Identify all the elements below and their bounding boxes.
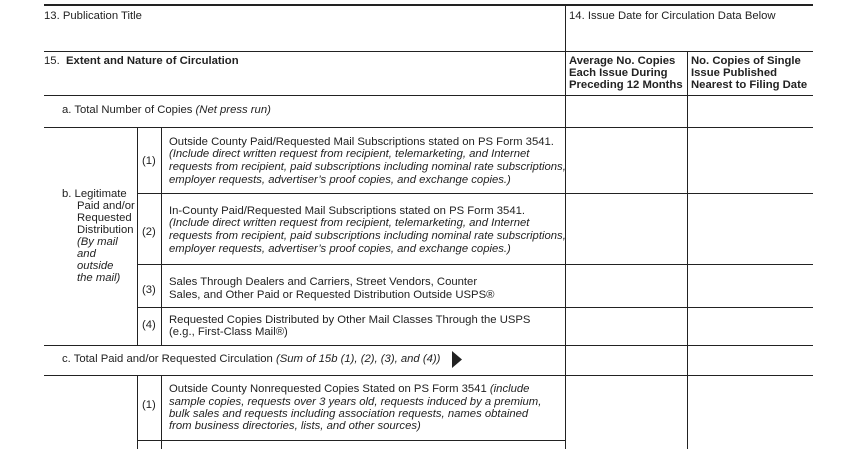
- d-num-right: [161, 375, 162, 449]
- col-single-header-line3: Nearest to Filing Date: [691, 79, 808, 91]
- d1-line1: [169, 383, 529, 396]
- col-avg-header-line3: Preceding 12 Months: [569, 79, 683, 91]
- b2-italic2: requests from recipient, paid subscriptions including nominal rate subscriptions,: [169, 230, 566, 242]
- row-b-label-line1: b. Legitimate: [62, 188, 127, 200]
- d1-line1-text: Outside County Nonrequested Copies Stated on PS Form 3541: [169, 383, 490, 395]
- row-c-single-field[interactable]: [689, 347, 812, 374]
- row-c-top: [44, 345, 813, 346]
- b1-number: (1): [142, 155, 156, 167]
- row-b-label-italic2: and: [77, 248, 96, 260]
- b4-line1: Requested Copies Distributed by Other Mail Classes Through the USPS: [169, 314, 531, 326]
- col-avg-left: [565, 51, 566, 449]
- b1-single-field[interactable]: [689, 129, 812, 192]
- row-a-avg-field[interactable]: [567, 97, 686, 126]
- d1-italic2: bulk sales and requests including association requests, names obtained: [169, 408, 529, 420]
- b3-top: [137, 264, 813, 265]
- b2-line1: In-County Paid/Requested Mail Subscriptions stated on PS Form 3541.: [169, 205, 526, 217]
- b1-italic1: (Include direct written request from recipient, telemarketing, and Internet: [169, 148, 530, 160]
- right-triangle-arrow-icon: [452, 351, 462, 368]
- issue-date-field[interactable]: [567, 25, 812, 50]
- section15-top-rule: [44, 51, 813, 52]
- b1-italic3: employer requests, advertiser’s proof copies, and exchange copies.): [169, 174, 511, 186]
- b1-avg-field[interactable]: [567, 129, 686, 192]
- b3-line1: Sales Through Dealers and Carriers, Street Vendors, Counter: [169, 276, 478, 288]
- d1-italic1: sample copies, requests over 3 years old, requests induced by a premium,: [169, 396, 542, 408]
- b2-top: [137, 193, 813, 194]
- row-b-label-line4: Distribution: [77, 224, 134, 236]
- row-a-single-field[interactable]: [689, 97, 812, 126]
- row-b-label-line3: Requested: [77, 212, 132, 224]
- d1-avg-field[interactable]: [567, 377, 686, 449]
- b4-avg-field[interactable]: [567, 309, 686, 344]
- d1-line1-italic: (include: [489, 383, 530, 395]
- col-single-left: [687, 51, 688, 449]
- col-avg-header-line2: Each Issue During: [569, 67, 668, 79]
- b2-number: (2): [142, 226, 156, 238]
- b2-italic1: (Include direct written request from recipient, telemarketing, and Internet: [169, 217, 530, 229]
- b-num-right: [161, 127, 162, 345]
- col-single-header-line2: Issue Published: [691, 67, 778, 79]
- row-b-label-line2: Paid and/or: [77, 200, 135, 212]
- col-single-header-line1: No. Copies of Single: [691, 55, 801, 67]
- publication-title-label: 13. Publication Title: [44, 10, 142, 22]
- d2-top: [137, 440, 566, 441]
- row-a-label-text: a. Total Number of Copies: [62, 104, 196, 116]
- row-c-label: [62, 353, 440, 366]
- row-d-top: [44, 375, 813, 376]
- b1-italic2: requests from recipient, paid subscriptions including nominal rate subscriptions,: [169, 161, 566, 173]
- row-b-label-italic4: the mail): [77, 272, 121, 284]
- row-b-label-italic1: (By mail: [77, 236, 118, 248]
- section15-title: Extent and Nature of Circulation: [66, 55, 239, 67]
- issue-date-label: 14. Issue Date for Circulation Data Below: [569, 10, 776, 22]
- col-avg-header-line1: Average No. Copies: [569, 55, 676, 67]
- b2-avg-field[interactable]: [567, 195, 686, 263]
- row-a-label-note: (Net press run): [195, 104, 271, 116]
- publication-title-field[interactable]: [44, 25, 564, 50]
- b4-line2: (e.g., First-Class Mail®): [169, 326, 288, 338]
- b4-single-field[interactable]: [689, 309, 812, 344]
- d1-italic3: from business directories, lists, and other sources): [169, 420, 421, 432]
- b3-avg-field[interactable]: [567, 266, 686, 306]
- b3-line2: Sales, and Other Paid or Requested Distribution Outside USPS®: [169, 289, 495, 301]
- b2-italic3: employer requests, advertiser’s proof copies, and exchange copies.): [169, 243, 511, 255]
- d1-number: (1): [142, 399, 156, 411]
- d1-single-field[interactable]: [689, 377, 812, 449]
- row-a-top: [44, 95, 813, 96]
- row-b-label-italic3: outside: [77, 260, 114, 272]
- b4-number: (4): [142, 319, 156, 331]
- b-label-right: [137, 127, 138, 345]
- b3-number: (3): [142, 284, 156, 296]
- b4-top: [137, 307, 813, 308]
- row-c-label-note: (Sum of 15b (1), (2), (3), and (4)): [275, 353, 441, 365]
- top-thick-rule: [44, 4, 813, 6]
- section15-number: 15.: [44, 55, 60, 67]
- b2-single-field[interactable]: [689, 195, 812, 263]
- row-c-avg-field[interactable]: [567, 347, 686, 374]
- row-c-label-text: c. Total Paid and/or Requested Circulation: [62, 353, 276, 365]
- header-divider: [565, 5, 566, 52]
- b3-single-field[interactable]: [689, 266, 812, 306]
- d-label-right: [137, 375, 138, 449]
- b1-line1: Outside County Paid/Requested Mail Subscriptions stated on PS Form 3541.: [169, 136, 554, 148]
- row-b-top: [44, 127, 813, 128]
- row-a-label: [62, 104, 271, 117]
